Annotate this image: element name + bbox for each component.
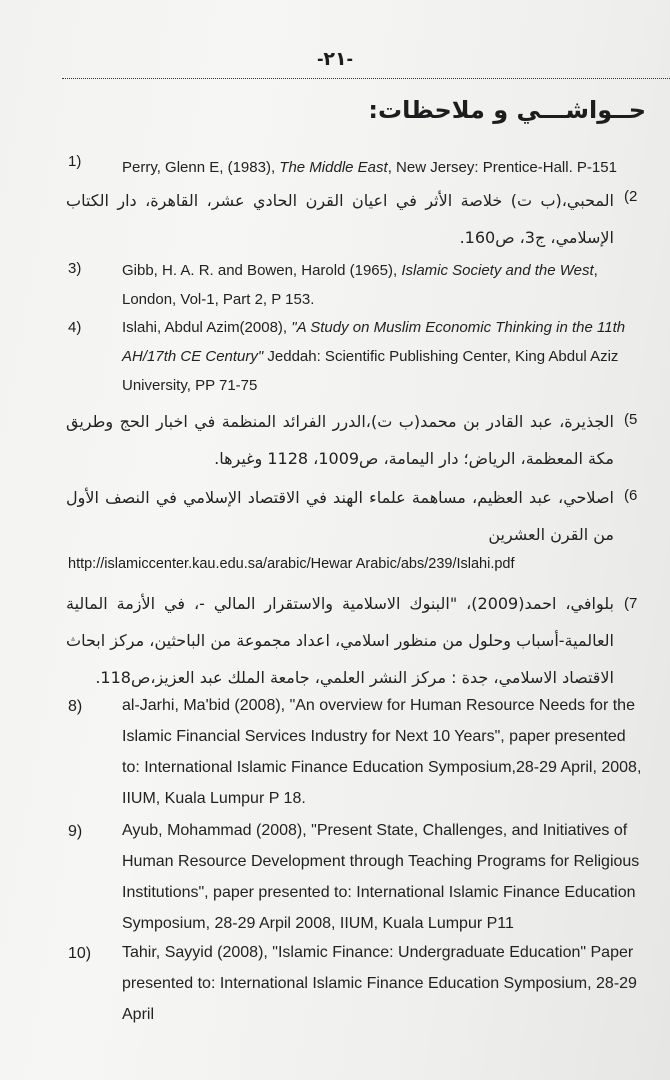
note-text: الجذيرة، عبد القادر بن محمد(ب ت)،الدرر الفرائد المنظمة في اخبار الحج وطريق مكة المعظمة، الرياض؛ دار اليمامة، ص1009، 1128 وغيرها. [66,412,614,468]
note-text: Tahir, Sayyid (2008), "Islamic Finance: Undergraduate Education" Paper presented to: International Islamic Finance Education Symposium, 28-29 April [122,944,637,1023]
note-text: al-Jarhi, Ma'bid (2008), "An overview for Human Resource Needs for the Islamic Financial Services Industry for Next 10 Years", paper presented to: International Islamic Finance Education Symposium,28-29 April, 2008, IIUM, Kuala Lumpur P 18. [122,697,642,807]
note-number: 3) [68,260,82,277]
header-divider [62,78,670,79]
note-number: 8) [68,698,83,715]
note-text: Gibb, H. A. R. and Bowen, Harold (1965), Islamic Society and the West, London, Vol-1, Part 2, P 153. [122,262,598,308]
note-number: 9) [68,823,83,840]
note-number: 10) [68,945,92,962]
note-text: اصلاحي، عبد العظيم، مساهمة علماء الهند في الاقتصاد الإسلامي في النصف الأول من القرن العشرين [66,488,614,544]
note-number: 4) [68,319,82,336]
note-number: (7 [624,595,638,612]
reference-url: http://islamiccenter.kau.edu.sa/arabic/Hewar Arabic/abs/239/Islahi.pdf [68,556,515,572]
note-number: 1) [68,153,82,170]
note-text: المحبي،(ب ت) خلاصة الأثر في اعيان القرن الحادي عشر، القاهرة، دار الكتاب الإسلامي، ج3، ص160. [66,191,614,247]
page-number: -٢١- [317,49,353,70]
note-number: (5 [624,411,638,428]
note-number: (2 [624,188,638,205]
note-number: (6 [624,487,638,504]
notes-heading: حــواشـــي و ملاحظات: [368,96,646,124]
note-text: Islahi, Abdul Azim(2008), "A Study on Muslim Economic Thinking in the 11th AH/17th CE Century" Jeddah: Scientific Publishing Center, King Abdul Aziz University, PP 71-75 [122,319,626,394]
note-text: Ayub, Mohammad (2008), "Present State, Challenges, and Initiatives of Human Resource Development through Teaching Programs for Religious Institutions", paper presented to: International Islamic Finance Education Symposium, 28-29 Arpil 2008, IIUM, Kuala Lumpur P11 [122,822,640,932]
note-text: بلوافي، احمد(2009)، "البنوك الاسلامية والاستقرار المالي -، في الأزمة المالية العالمية-أسباب وحلول من منظور اسلامي، اعداد مجموعة من الباحثين، مركز ابحاث الاقتصاد الاسلامي، جدة : مركز النشر العلمي، جامعة الملك عبد العزيز،ص118. [66,594,614,687]
note-text: Perry, Glenn E, (1983), The Middle East, New Jersey: Prentice-Hall. P-151 [122,159,617,176]
